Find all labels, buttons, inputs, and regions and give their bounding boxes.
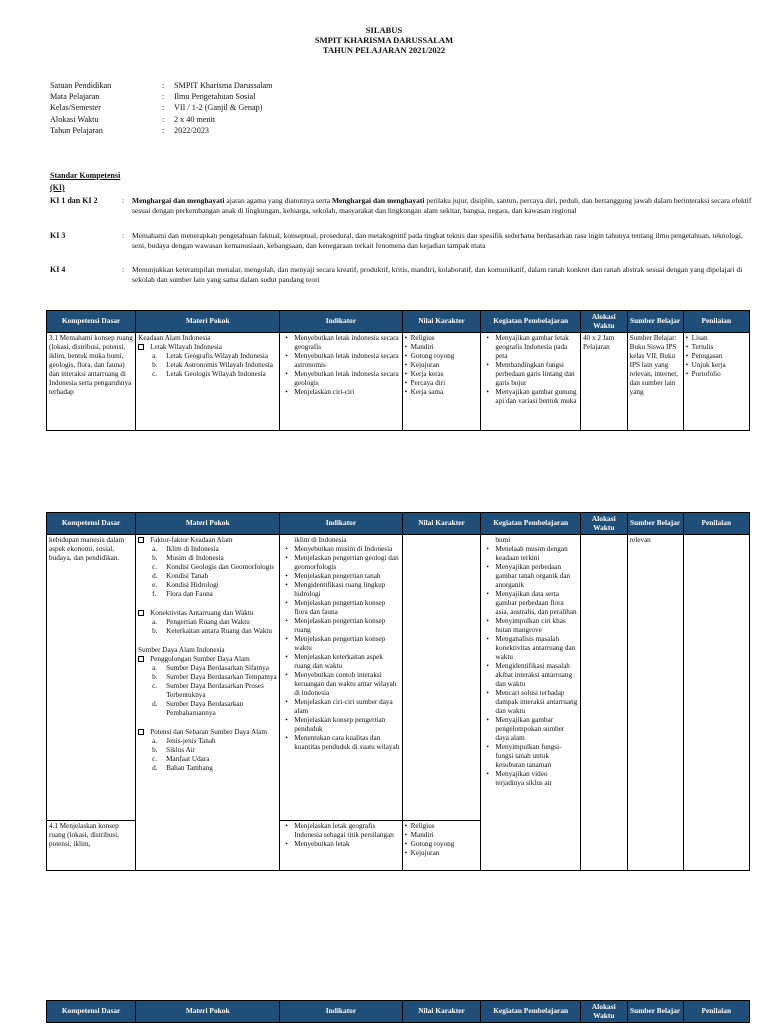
list-marker: b. bbox=[152, 746, 158, 754]
list-item: • • Tertulis bbox=[686, 343, 747, 352]
cell-nilai bbox=[402, 535, 481, 821]
list-item bbox=[150, 581, 277, 590]
header-sumber: Sumber Belajar bbox=[627, 513, 683, 535]
list-item bbox=[150, 370, 277, 379]
list-item bbox=[150, 700, 277, 718]
list-text: Kondisi Hidrologi bbox=[166, 581, 219, 589]
colon: : bbox=[162, 125, 165, 135]
identity-value: SMPIT Kharisma Darussalam bbox=[174, 81, 273, 90]
list-text: Sumber Daya Berdasarkan Proses Terbentuknya bbox=[166, 682, 264, 699]
list-item: • Menyebutkan contoh interaksi keruangan dan waktu antar wilayah di indonesia bbox=[282, 671, 399, 698]
identity-key: Kelas/Semester bbox=[50, 103, 101, 113]
ki-part: ajaran agama yang dianutnya serta bbox=[224, 196, 332, 205]
cell-penilaian bbox=[683, 535, 749, 871]
list-marker: b. bbox=[152, 673, 158, 681]
header-alokasi: Alokasi Waktu bbox=[580, 1001, 627, 1023]
header-materi-pokok: Materi Pokok bbox=[136, 513, 280, 535]
list-item bbox=[150, 590, 277, 599]
header-nilai-karakter: Nilai Karakter bbox=[402, 311, 481, 333]
list-item: • Menyebutkan musim di Indonesia bbox=[282, 545, 399, 554]
list-item bbox=[138, 655, 277, 718]
list-item: • • Portofolio bbox=[686, 370, 747, 379]
list-item: • Menganalisis masalah konektivitas antarruang dan waktu bbox=[483, 635, 578, 662]
list-text: Jenis-jenis Tanah bbox=[166, 737, 216, 745]
list-item: • Menjelaskan letak geografis Indonesia sebagai titik persilangan bbox=[282, 822, 399, 840]
list-text: Flora dan Fauna bbox=[166, 590, 213, 598]
colon: : bbox=[162, 114, 165, 124]
list-item: • • Religius bbox=[405, 822, 479, 831]
kegiatan-continued: bumi bbox=[495, 536, 511, 544]
list-item: • • Penugasan bbox=[686, 352, 747, 361]
cell-alokasi bbox=[580, 535, 627, 871]
list-item: • • Lisan bbox=[686, 334, 747, 343]
list-item: • Menjelaskan pengertian geologi dan geomorfologis bbox=[282, 554, 399, 572]
header-materi-pokok: Materi Pokok bbox=[136, 311, 280, 333]
list-item: • • Kerja keras bbox=[405, 370, 479, 379]
list-marker: a. bbox=[152, 545, 158, 553]
ki-code: KI 3 bbox=[50, 231, 66, 240]
list-item: • Menelaah musim dengan keadaan terkini bbox=[483, 545, 578, 563]
list-item: • • Kejujuran bbox=[405, 361, 479, 370]
ki-4 bbox=[50, 265, 752, 289]
identity-row bbox=[50, 102, 273, 113]
list-item bbox=[150, 545, 277, 554]
list-item: • Membandingkan fungsi perbedaan garis lintang dan garis bujur bbox=[483, 361, 578, 388]
list-item bbox=[150, 673, 277, 682]
list-item: • Menyebutkan letak bbox=[282, 840, 399, 849]
list-item bbox=[138, 343, 277, 379]
list-item bbox=[138, 536, 277, 599]
list-marker: a. bbox=[152, 352, 158, 360]
list-item: • Menyajikan gambar pengelompokan sumber daya alam bbox=[483, 716, 578, 743]
ki-text: Menunjukkan keterampilan menalar, mengolah, dan menyaji secara kreatif, produktif, kritis, mandiri, kolaboratif, dan komunikatif, dalam ranah konkret dan ranah abstrak sesuai dengan yang dipelajari di sekolah dan sumber lain yang sama dalam sudut pandang teori bbox=[132, 265, 743, 284]
materi-box-label: Konektivitas Antarruang dan Waktu bbox=[150, 609, 254, 617]
checkbox-square-icon bbox=[138, 537, 144, 543]
list-marker: b. bbox=[152, 627, 158, 635]
header-kompetensi-dasar: Kompetensi Dasar bbox=[47, 1001, 136, 1023]
ki-code: KI 4 bbox=[50, 265, 66, 274]
table-header-row bbox=[47, 1001, 750, 1023]
list-marker: c. bbox=[152, 370, 158, 378]
list-text: Musim di Indonesia bbox=[166, 554, 224, 562]
checkbox-square-icon bbox=[138, 610, 144, 616]
identity-row bbox=[50, 80, 273, 91]
list-item: • Menjelaskan keterkaitan aspek ruang dan waktu bbox=[282, 653, 399, 671]
list-item: • Menjelaskan pengertian tanah bbox=[282, 572, 399, 581]
list-item: • Mengidentifikasi masalah akibat interaksi antarruang dan waktu bbox=[483, 662, 578, 689]
header-kompetensi-dasar: Kompetensi Dasar bbox=[47, 311, 136, 333]
list-text: Letak Astronomis Wilayah Indonesia bbox=[166, 361, 273, 369]
list-item: • Mencari solusi terhadap dampak interaksi antarruang dan waktu bbox=[483, 689, 578, 716]
colon: : bbox=[162, 92, 165, 102]
list-text: Sumber Daya Berdasarkan Sifatnya bbox=[166, 664, 269, 672]
list-item: • Menjelaskan pengertian konsep waktu bbox=[282, 635, 399, 653]
list-item: • Menyimpulkan fungsi-fungsi tanah untuk kesuburan tanaman bbox=[483, 743, 578, 770]
ki-text bbox=[132, 196, 752, 216]
materi-box-label: Potensi dan Sebaran Sumber Daya Alam bbox=[150, 728, 267, 736]
list-marker: d. bbox=[152, 572, 158, 580]
header-penilaian: Penilaian bbox=[683, 1001, 749, 1023]
materi-title: Keadaan Alam Indonesia bbox=[138, 334, 211, 342]
ki-1-2 bbox=[50, 196, 752, 230]
identity-row bbox=[50, 114, 273, 125]
standar-line1: Standar Kompetensi bbox=[50, 171, 121, 180]
list-item bbox=[150, 682, 277, 700]
colon: : bbox=[122, 196, 125, 205]
cell-penilaian bbox=[683, 333, 749, 431]
header-nilai-karakter: Nilai Karakter bbox=[402, 513, 481, 535]
list-item bbox=[150, 627, 277, 636]
header-sumber: Sumber Belajar bbox=[627, 311, 683, 333]
list-text: Sumber Daya Berdasarkan Tempatnya bbox=[166, 673, 277, 681]
colon: : bbox=[122, 265, 125, 274]
identity-value: 2 x 40 menit bbox=[174, 114, 216, 124]
list-item: • • Kejujuran bbox=[405, 849, 479, 858]
list-marker: c. bbox=[152, 755, 158, 763]
identity-key: Satuan Pendidikan bbox=[50, 81, 112, 90]
cell-indikator bbox=[280, 333, 402, 431]
ki-part: perilaku jujur, disiplin, santun, percaya diri, peduli, dan bertanggung jawab dalam berinteraksi secara efektif sesuai dengan perkembangan anak di lingkungan, keluarga, sekolah, masyarakat dan lingkungan alam sekitar, bangsa, negara, dan kawasan regional bbox=[132, 196, 752, 215]
list-item bbox=[138, 609, 277, 636]
table-row bbox=[47, 535, 750, 821]
header-kegiatan: Kegiatan Pembelajaran bbox=[481, 513, 581, 535]
list-item: • Menjelaskan ciri-ciri bbox=[282, 388, 399, 397]
standar-kompetensi-heading bbox=[50, 170, 120, 194]
colon: : bbox=[122, 231, 125, 240]
cell-materi bbox=[136, 333, 280, 431]
list-item: • Menyebutkan letak indonesia secara astronomis bbox=[282, 352, 399, 370]
list-item: • • Mandiri bbox=[405, 831, 479, 840]
list-item bbox=[150, 664, 277, 673]
header-kompetensi-dasar: Kompetensi Dasar bbox=[47, 513, 136, 535]
list-marker: e. bbox=[152, 581, 158, 589]
list-item bbox=[138, 728, 277, 773]
list-item bbox=[150, 755, 277, 764]
list-text: Letak Geografis Wilayah Indonesia bbox=[166, 352, 269, 360]
list-item: • Menjelaskan pengertian konsep flora dan fauna bbox=[282, 599, 399, 617]
header-nilai-karakter: Nilai Karakter bbox=[402, 1001, 481, 1023]
cell-nilai bbox=[402, 333, 481, 431]
list-item bbox=[150, 554, 277, 563]
list-item bbox=[150, 764, 277, 773]
ki-text: Memahami dan menerapkan pengetahuan faktual, konseptual, prosedural, dan metakognitif pada tingkat teknis dan spesifik sederhana berdasarkan rasa ingin tahunya tentang ilmu pengetahuan, teknologi, seni, budaya dengan wawasan kemanusiaan, kebangsaan, dan kenegaraan terkait fenomena dan kejadian tampak mata bbox=[132, 231, 743, 250]
cell-sumber: relevan bbox=[627, 535, 683, 871]
list-item bbox=[150, 572, 277, 581]
list-item bbox=[150, 618, 277, 627]
table-header-row bbox=[47, 513, 750, 535]
list-item: • Menyebutkan letak indonesia secara geografis bbox=[282, 334, 399, 352]
ki-bold: Menghargai dan menghayati bbox=[331, 196, 425, 205]
cell-kegiatan bbox=[481, 535, 581, 871]
list-item: • Menjelaskan pengertian konsep ruang bbox=[282, 617, 399, 635]
checkbox-square-icon bbox=[138, 729, 144, 735]
header-sumber: Sumber Belajar bbox=[627, 1001, 683, 1023]
identity-value: VII / 1-2 (Ganjil & Genap) bbox=[174, 103, 263, 113]
list-item: • Menyajikan perbedaan gambar tanah organik dan anorganik bbox=[483, 563, 578, 590]
identity-key: Mata Pelajaran bbox=[50, 92, 100, 102]
list-marker: a. bbox=[152, 664, 158, 672]
cell-kd: 3.1 Memahami konsep ruang (lokasi, distribusi, potensi, iklim, bentuk muka bumi, geologis, flora, dan fauna) dan interaksi antarruang di Indonesia serta pengaruhnya terhadap bbox=[47, 333, 136, 431]
header-penilaian: Penilaian bbox=[683, 513, 749, 535]
list-marker: f. bbox=[152, 590, 157, 598]
header-alokasi: Alokasi Waktu bbox=[580, 513, 627, 535]
list-item: • Mengidentifikasi ruang lingkup hidrologi bbox=[282, 581, 399, 599]
header-kegiatan: Kegiatan Pembelajaran bbox=[481, 311, 581, 333]
list-item: • Menyebutkan letak indonesia secara geologis bbox=[282, 370, 399, 388]
cell-alokasi: 40 x 2 Jam Pelajaran bbox=[580, 333, 627, 431]
header-materi-pokok: Materi Pokok bbox=[136, 1001, 280, 1023]
list-marker: a. bbox=[152, 618, 158, 626]
table-header-row bbox=[47, 311, 750, 333]
list-text: Pengertian Ruang dan Waktu bbox=[166, 618, 250, 626]
list-item: • Menyajikan gambar letak geografis Indonesia pada peta bbox=[483, 334, 578, 361]
identity-value: 2022/2023 bbox=[174, 125, 210, 135]
identity-row bbox=[50, 125, 273, 136]
colon: : bbox=[162, 103, 165, 113]
colon: : bbox=[162, 81, 165, 90]
list-marker: c. bbox=[152, 682, 158, 690]
header-kegiatan: Kegiatan Pembelajaran bbox=[481, 1001, 581, 1023]
list-item bbox=[150, 737, 277, 746]
list-item: • • Religius bbox=[405, 334, 479, 343]
list-text: Letak Geologis Wilayah Indonesia bbox=[166, 370, 266, 378]
header-alokasi: Alokasi Waktu bbox=[580, 311, 627, 333]
header-indikator: Indikator bbox=[280, 513, 402, 535]
header-penilaian: Penilaian bbox=[683, 311, 749, 333]
list-item bbox=[150, 361, 277, 370]
standar-line2: (KI) bbox=[50, 183, 65, 192]
list-item: • • Unjuk kerja bbox=[686, 361, 747, 370]
cell-kd: kehidupan manusia dalam aspek ekonomi, sosial, budaya, dan pendidikan. bbox=[47, 535, 136, 821]
ki-code: KI 1 dan KI 2 bbox=[50, 196, 98, 205]
identity-block bbox=[50, 80, 273, 136]
identity-key: Tahun Pelajaran bbox=[50, 125, 103, 135]
list-text: Bahan Tambang bbox=[166, 764, 213, 772]
syllabus-table-3 bbox=[46, 1000, 750, 1023]
list-marker: b. bbox=[152, 554, 158, 562]
materi-box-label: Letak Wilayah Indonesia bbox=[150, 343, 222, 351]
header-indikator: Indikator bbox=[280, 311, 402, 333]
list-item: • Menyajikan data serta gambar perbedaan flora asia, australis, dan peralihan bbox=[483, 590, 578, 617]
list-item bbox=[150, 352, 277, 361]
syllabus-table-2 bbox=[46, 512, 750, 871]
cell-sumber: Sumber Belajar: Buku Siswa IPS kelas VII, Buku IPS lain yang relevan, internet, dan sumber lain yang bbox=[627, 333, 683, 431]
list-item: • Menjelaskan konsep pengertian penduduk bbox=[282, 716, 399, 734]
cell-kegiatan bbox=[481, 333, 581, 431]
syllabus-title: SILABUS bbox=[365, 25, 403, 35]
list-item: • • Kerja sama bbox=[405, 388, 479, 397]
table-row bbox=[47, 333, 750, 431]
list-marker: d. bbox=[152, 700, 158, 708]
cell-kd: 4.1 Menjelaskan konsep ruang (lokasi, distribusi, potensi, iklim, bbox=[47, 821, 136, 871]
identity-row bbox=[50, 91, 273, 102]
list-item: • Menentukan cara kualitas dan kuantitas penduduk di suatu wilayah bbox=[282, 734, 399, 752]
list-text: Kondisi Geologis dan Geomorfologis bbox=[166, 563, 275, 571]
header-indikator: Indikator bbox=[280, 1001, 402, 1023]
list-item: • Menyajikan video terjadinya siklus air bbox=[483, 770, 578, 788]
cell-indikator bbox=[280, 535, 402, 821]
list-item: • Menyimpulkan ciri khas hutan mangrove bbox=[483, 617, 578, 635]
list-item bbox=[150, 746, 277, 755]
school-name: SMPIT KHARISMA DARUSSALAM bbox=[314, 35, 454, 45]
list-marker: d. bbox=[152, 764, 158, 772]
checkbox-square-icon bbox=[138, 656, 144, 662]
list-text: Keterkaitan antara Ruang dan Waktu bbox=[166, 627, 273, 635]
identity-value: Ilmu Pengetahuan Sosial bbox=[174, 92, 256, 102]
syllabus-table-1 bbox=[46, 310, 750, 431]
ki-bold: Menghargai dan menghayati bbox=[132, 196, 225, 205]
list-text: Siklus Air bbox=[166, 746, 196, 754]
list-item: • Menjelaskan ciri-ciri sumber daya alam bbox=[282, 698, 399, 716]
materi-box-label: Penggolongan Sumber Daya Alam bbox=[150, 655, 250, 663]
cell-indikator bbox=[280, 821, 402, 871]
materi-title: Sumber Daya Alam Indonesia bbox=[138, 646, 225, 654]
list-marker: c. bbox=[152, 563, 158, 571]
list-marker: a. bbox=[152, 737, 158, 745]
list-text: Kondisi Tanah bbox=[166, 572, 209, 580]
list-item: • • Gotong royong bbox=[405, 352, 479, 361]
identity-key: Alokasi Waktu bbox=[50, 114, 99, 124]
materi-box-label: Faktor-faktor Keadaan Alam bbox=[150, 536, 233, 544]
list-item: • Menyajikan gambar gunung api dan variasi bentuk muka bbox=[483, 388, 578, 406]
list-text: Iklim di Indonesia bbox=[166, 545, 219, 553]
academic-year: TAHUN PELAJARAN 2021/2022 bbox=[322, 45, 446, 55]
list-item: • • Percaya diri bbox=[405, 379, 479, 388]
cell-materi bbox=[136, 535, 280, 871]
list-text: Sumber Daya Berdasarkan Pembaharuannya bbox=[166, 700, 244, 717]
list-item: • • Gotong royong bbox=[405, 840, 479, 849]
cell-nilai bbox=[402, 821, 481, 871]
checkbox-square-icon bbox=[138, 344, 144, 350]
ki-3 bbox=[50, 231, 752, 263]
list-marker: b. bbox=[152, 361, 158, 369]
indikator-continued: iklim di Indonesia bbox=[294, 536, 347, 544]
list-item bbox=[150, 563, 277, 572]
list-text: Manfaat Udara bbox=[166, 755, 210, 763]
list-item: • • Mandiri bbox=[405, 343, 479, 352]
